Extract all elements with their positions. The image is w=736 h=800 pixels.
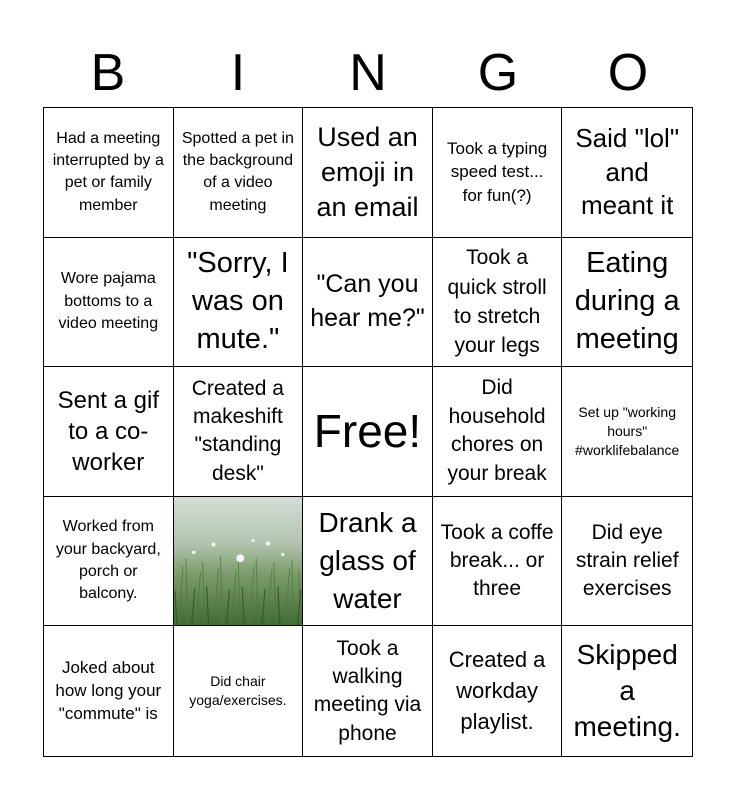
bingo-cell[interactable] <box>44 238 174 368</box>
cell-text: Worked from your backyard, porch or balcony. <box>55 518 161 603</box>
cell-text: Had a meeting interrupted by a pet or family member <box>52 129 164 214</box>
bingo-cell[interactable] <box>433 626 563 756</box>
cell-text: Used an emoji in an email <box>316 121 419 222</box>
free-space-cell[interactable] <box>303 367 433 497</box>
bingo-cell[interactable] <box>433 238 563 368</box>
bingo-cell[interactable] <box>174 238 304 368</box>
bingo-cell[interactable] <box>562 626 692 756</box>
cell-text: Did household chores on your break <box>447 375 547 486</box>
cell-text: Skipped a meeting. <box>573 638 681 743</box>
bingo-cell[interactable] <box>44 626 174 756</box>
bingo-cell[interactable] <box>44 367 174 497</box>
bingo-cell[interactable] <box>303 108 433 238</box>
free-space-label: Free! <box>313 405 422 458</box>
header-letter-n: N <box>349 44 387 102</box>
bingo-cell[interactable] <box>562 108 692 238</box>
cell-text: Sent a gif to a co-worker <box>57 386 159 477</box>
bingo-card <box>43 107 693 757</box>
bingo-cell[interactable] <box>303 238 433 368</box>
cell-text: Took a coffe break... or three <box>440 520 554 601</box>
grass-photo-cell[interactable] <box>174 497 304 627</box>
bingo-cell[interactable] <box>174 108 304 238</box>
cell-text: "Sorry, I was on mute." <box>187 247 289 355</box>
bingo-cell[interactable] <box>433 497 563 627</box>
bingo-cell[interactable] <box>562 367 692 497</box>
bingo-cell[interactable] <box>44 108 174 238</box>
cell-text: Joked about how long your "commute" is <box>55 657 162 723</box>
cell-text: Did chair yoga/exercises. <box>189 672 287 709</box>
grass-meadow-image <box>174 497 303 626</box>
cell-text: "Can you hear me?" <box>310 270 425 332</box>
bingo-cell[interactable] <box>174 626 304 756</box>
header-letter-o: O <box>607 44 649 102</box>
cell-text: Took a quick stroll to stretch your legs <box>447 246 547 358</box>
bingo-header <box>43 40 693 106</box>
bingo-cell[interactable] <box>562 497 692 627</box>
header-letter-b: B <box>90 44 126 102</box>
cell-text: Set up "working hours" #worklifebalance <box>575 404 680 458</box>
cell-text: Took a walking meeting via phone <box>313 636 422 745</box>
cell-text: Eating during a meeting <box>574 247 680 355</box>
header-letter-g: G <box>477 44 519 102</box>
header-letter-i: I <box>230 44 246 102</box>
cell-text: Created a workday playlist. <box>448 647 546 734</box>
bingo-cell[interactable] <box>433 108 563 238</box>
bingo-cell[interactable] <box>174 367 304 497</box>
cell-text: Did eye strain relief exercises <box>575 520 679 601</box>
cell-text: Drank a glass of water <box>318 507 417 614</box>
bingo-cell[interactable] <box>303 626 433 756</box>
bingo-cell[interactable] <box>562 238 692 368</box>
cell-text: Said "lol" and meant it <box>575 123 680 220</box>
cell-text: Took a typing speed test... for fun(?) <box>447 138 548 206</box>
cell-text: Wore pajama bottoms to a video meeting <box>58 270 159 333</box>
bingo-cell[interactable] <box>44 497 174 627</box>
bingo-cell[interactable] <box>433 367 563 497</box>
bingo-cell[interactable] <box>303 497 433 627</box>
cell-text: Spotted a pet in the background of a video meeting <box>181 129 294 214</box>
cell-text: Created a makeshift "standing desk" <box>191 376 284 485</box>
